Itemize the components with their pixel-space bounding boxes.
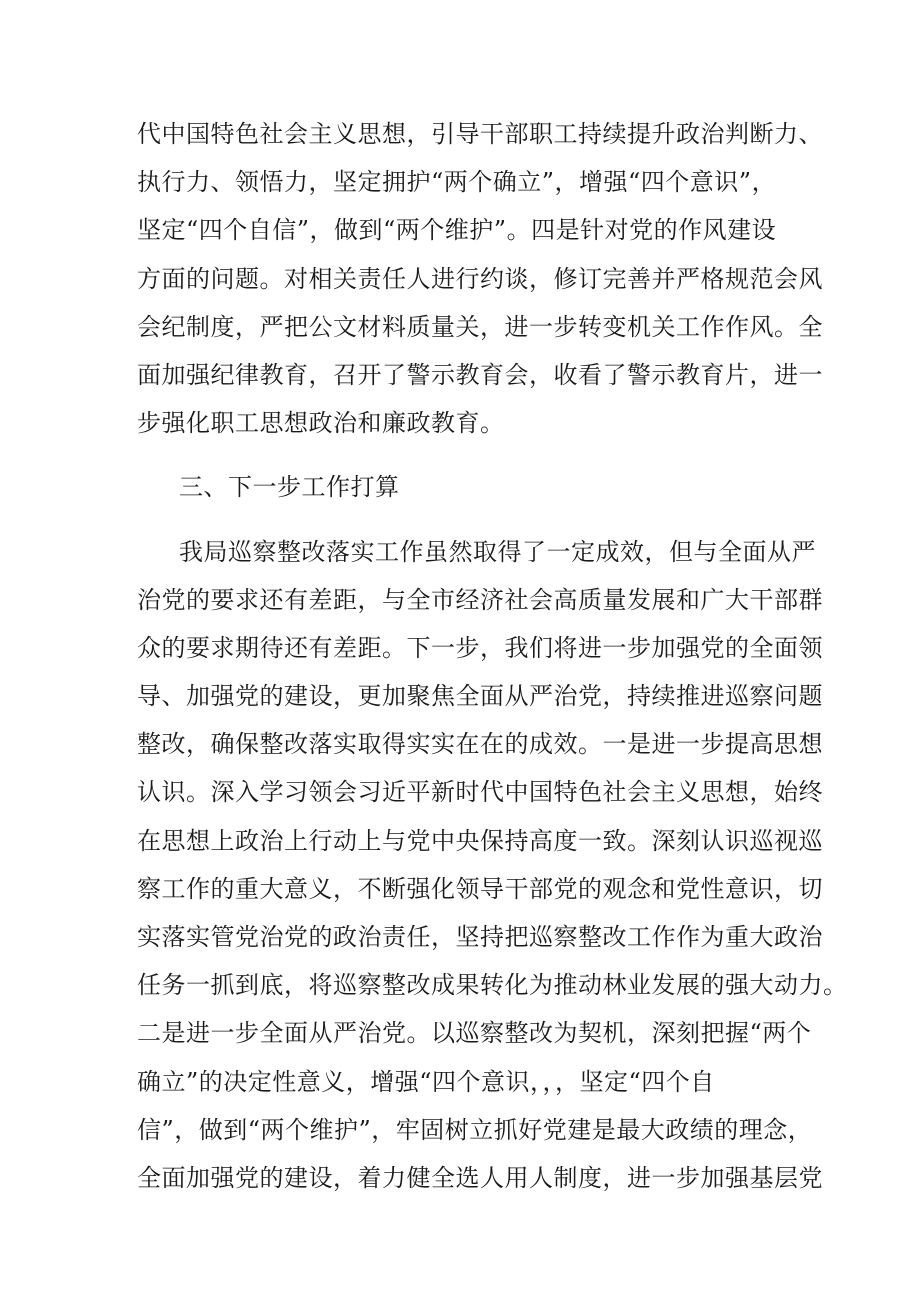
text-line: 确立”的决定性意义，增强“四个意识，，，坚定“四个自	[137, 1067, 715, 1096]
text-line: 步强化职工思想政治和廉政教育。	[137, 409, 505, 438]
text-line: 众的要求期待还有差距。下一步，我们将进一步加强党的全面领	[137, 633, 823, 662]
text-line: 坚定“四个自信”，做到“两个维护”。四是针对党的作风建设	[137, 216, 777, 245]
text-line: 会纪制度，严把公文材料质量关，进一步转变机关工作作风。全	[137, 312, 823, 341]
paragraph-spacer	[137, 447, 792, 463]
paragraph-1	[137, 110, 823, 447]
text-line: 面加强纪律教育，召开了警示教育会，收看了警示教育片，进一	[137, 360, 823, 389]
text-line: 整改，确保整改落实取得实实在在的成效。一是进一步提高思想	[137, 730, 823, 759]
text-line: 任务一抓到底，将巡察整改成果转化为推动林业发展的强大动力。	[137, 971, 848, 1000]
text-line: 导、加强党的建设，更加聚焦全面从严治党，持续推进巡察问题	[137, 682, 823, 711]
text-line: 全面加强党的建设，着力健全选人用人制度，进一步加强基层党	[137, 1163, 823, 1192]
text-line: 在思想上政治上行动上与党中央保持高度一致。深刻认识巡视巡	[137, 826, 823, 855]
paragraph-2	[137, 528, 848, 1203]
text-line: 方面的问题。对相关责任人进行约谈，修订完善并严格规范会风	[137, 264, 823, 293]
text-line: 治党的要求还有差距，与全市经济社会高质量发展和广大干部群	[137, 585, 823, 614]
text-line: 代中国特色社会主义思想，引导干部职工持续提升政治判断力、	[137, 120, 823, 148]
document-body	[137, 110, 848, 1202]
text-line: 认识。深入学习领会习近平新时代中国特色社会主义思想，始终	[137, 778, 823, 807]
section-heading: 三、下一步工作打算	[179, 473, 400, 502]
text-line: 察工作的重大意义，不断强化领导干部党的观念和党性意识，切	[137, 874, 823, 903]
paragraph-spacer	[137, 512, 792, 528]
text-line: 我局巡察整改落实工作虽然取得了一定成效，但与全面从严	[179, 537, 816, 566]
text-line: 执行力、领悟力，坚定拥护“两个确立”，增强“四个意识”，	[137, 168, 777, 197]
text-line: 二是进一步全面从严治党。以巡察整改为契机，深刻把握“两个	[137, 1019, 812, 1048]
text-line: 实落实管党治党的政治责任，坚持把巡察整改工作作为重大政治	[137, 923, 823, 951]
text-line: 信”，做到“两个维护”，牢固树立抓好党建是最大政绩的理念，	[137, 1115, 813, 1144]
